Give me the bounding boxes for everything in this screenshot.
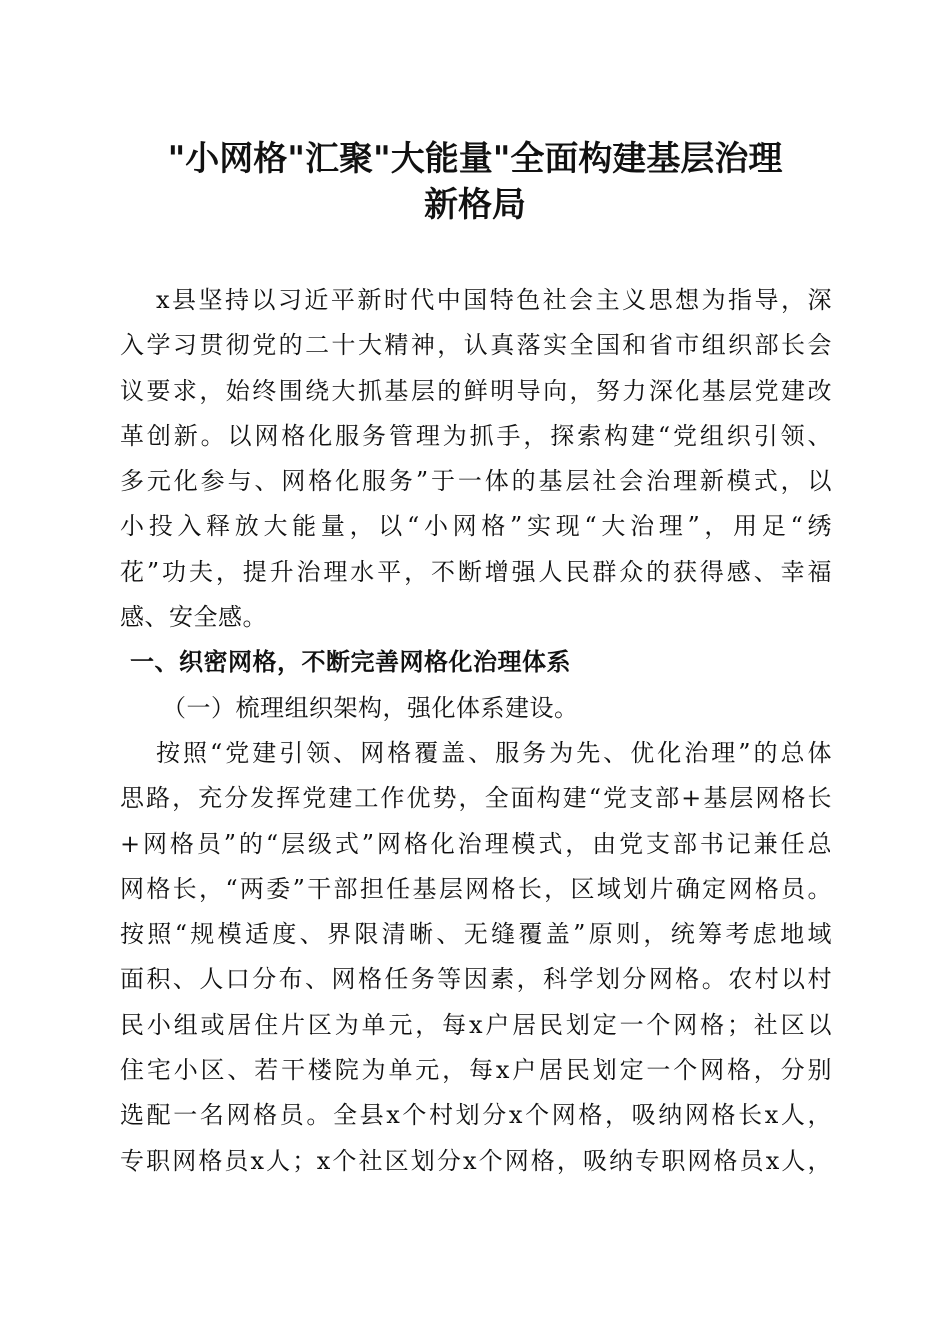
paragraph-line: 入学习贯彻党的二十大精神，认真落实全国和省市组织部长会: [120, 331, 832, 360]
document-body: [120, 278, 832, 1184]
paragraph-line: +网格员”的“层级式”网格化治理模式，由党支部书记兼任总: [120, 829, 832, 858]
paragraph-line: 小投入释放大能量，以“小网格”实现“大治理”，用足“绣: [120, 512, 832, 541]
subsection-heading: （一）梳理组织架构，强化体系建设。: [162, 693, 579, 722]
paragraph-line: 住宅小区、若干楼院为单元，每x户居民划定一个网格，分别: [120, 1056, 832, 1085]
paragraph-line: 思路，充分发挥党建工作优势，全面构建“党支部+基层网格长: [120, 784, 832, 813]
paragraph-line: 感、安全感。: [120, 603, 267, 632]
paragraph-line: x县坚持以习近平新时代中国特色社会主义思想为指导，深: [156, 286, 832, 314]
title-line-2: 新格局: [424, 185, 526, 225]
paragraph-line: 花”功夫，提升治理水平，不断增强人民群众的获得感、幸福: [120, 557, 832, 586]
paragraph-line: 选配一名网格员。全县x个村划分x个网格，吸纳网格长x人，: [120, 1101, 832, 1130]
paragraph-line: 革创新。以网格化服务管理为抓手，探索构建“党组织引领、: [120, 421, 832, 450]
paragraph-line: 议要求，始终围绕大抓基层的鲜明导向，努力深化基层党建改: [120, 376, 832, 405]
paragraph-line: 按照“规模适度、界限清晰、无缝覆盖”原则，统筹考虑地域: [120, 920, 832, 949]
paragraph-line: 民小组或居住片区为单元，每x户居民划定一个网格；社区以: [120, 1010, 832, 1039]
section-heading: 一、织密网格，不断完善网格化治理体系: [130, 648, 571, 677]
paragraph-line: 多元化参与、网格化服务”于一体的基层社会治理新模式，以: [120, 467, 832, 496]
paragraph-intro: [120, 278, 832, 640]
paragraph-line: 按照“党建引领、网格覆盖、服务为先、优化治理”的总体: [156, 738, 832, 767]
paragraph-structure: [120, 731, 832, 1184]
paragraph-line: 面积、人口分布、网格任务等因素，科学划分网格。农村以村: [120, 965, 832, 994]
title-line-1: "小网格"汇聚"大能量"全面构建基层治理: [167, 139, 783, 179]
paragraph-line: 网格长，“两委”干部担任基层网格长，区域划片确定网格员。: [120, 874, 832, 903]
document-title: [110, 136, 840, 228]
paragraph-line: 专职网格员x人；x个社区划分x个网格，吸纳专职网格员x人，: [120, 1146, 832, 1175]
